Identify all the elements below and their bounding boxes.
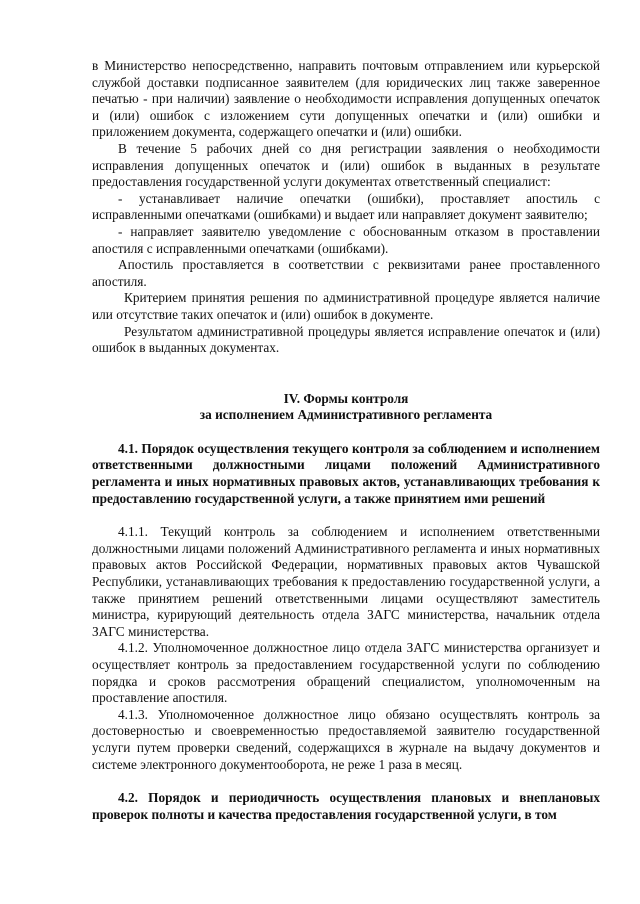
subsection-spacer-2 xyxy=(92,773,600,790)
paragraph-sends-refusal: - направляет заявителю уведомление с обоснованным отказом в проставлении апостиля с исправленными опечатками (ошибками). xyxy=(92,223,600,256)
section-heading-subtitle: за исполнением Административного регламента xyxy=(199,407,493,423)
paragraph-4-1-1: 4.1.1. Текущий контроль за соблюдением и исполнением ответственными должностными лицами положений Административного регламента и иных нормативных правовых актов Российской Федерации, нормативных правовых актов Чувашской Республики, устанавливающих требования к предоставлению государственной услуги, а также принятием решений ответственными лицами осуществляют заместитель министра, курирующий деятельность отдела ЗАГС министерства, начальник отдела ЗАГС министерства. xyxy=(92,524,600,639)
section-heading-title: IV. Формы контроля xyxy=(283,390,409,406)
paragraph-procedure-result: Результатом административной процедуры является исправление опечаток и (или) ошибок в выданных документах. xyxy=(92,323,600,356)
subsection-4-2-heading: 4.2. Порядок и периодичность осуществления плановых и внеплановых проверок полноты и качества предоставления государственной услуги, в том xyxy=(92,790,600,822)
paragraph-4-1-2: 4.1.2. Уполномоченное должностное лицо отдела ЗАГС министерства организует и осуществляет контроль за предоставлением государственной услуги по соблюдению порядка и сроков рассмотрения обращений специалистом, уполномоченным на проставление апостиля. xyxy=(92,640,600,706)
paragraph-deadline: В течение 5 рабочих дней со дня регистрации заявления о необходимости исправления допущенных опечаток и (или) ошибок в выданных в результате предоставления государственной услуги документах ответственный специалист: xyxy=(92,140,600,190)
paragraph-decision-criterion: Критерием принятия решения по административной процедуре является наличие или отсутствие таких опечаток и (или) ошибок в документе. xyxy=(92,290,600,322)
paragraph-establishes-error: - устанавливает наличие опечатки (ошибки), проставляет апостиль с исправленными опечатками (ошибками) и выдает или направляет документ заявителю; xyxy=(92,190,600,223)
subsection-spacer xyxy=(92,507,600,524)
paragraph-4-1-3: 4.1.3. Уполномоченное должностное лицо обязано осуществлять контроль за достоверностью и своевременностью предоставляемой заявителю государственной услуги путем проверки сведений, содержащихся в журнале на выдачу документов и системе электронного документооборота, не реже 1 раза в месяц. xyxy=(92,706,600,772)
section-spacer xyxy=(92,357,600,391)
paragraph-submission: в Министерство непосредственно, направить почтовым отправлением или курьерской службой доставки подписанное заявителем (для юридических лиц также заверенное печатью - при наличии) заявление о необходимости исправления допущенных опечаток и (или) ошибок с изложением сути допущенных опечатки и (или) ошибки и приложением документа, содержащего опечатки и (или) ошибки. xyxy=(92,58,600,140)
subsection-4-1-heading: 4.1. Порядок осуществления текущего контроля за соблюдением и исполнением ответственными должностными лицами положений Административного регламента и иных нормативных правовых актов, устанавливающих требования к предоставлению государственной услуги, а также принятием ими решений xyxy=(92,440,600,506)
heading-spacer xyxy=(92,424,600,441)
paragraph-apostille-details: Апостиль проставляется в соответствии с реквизитами ранее проставленного апостиля. xyxy=(92,257,600,289)
